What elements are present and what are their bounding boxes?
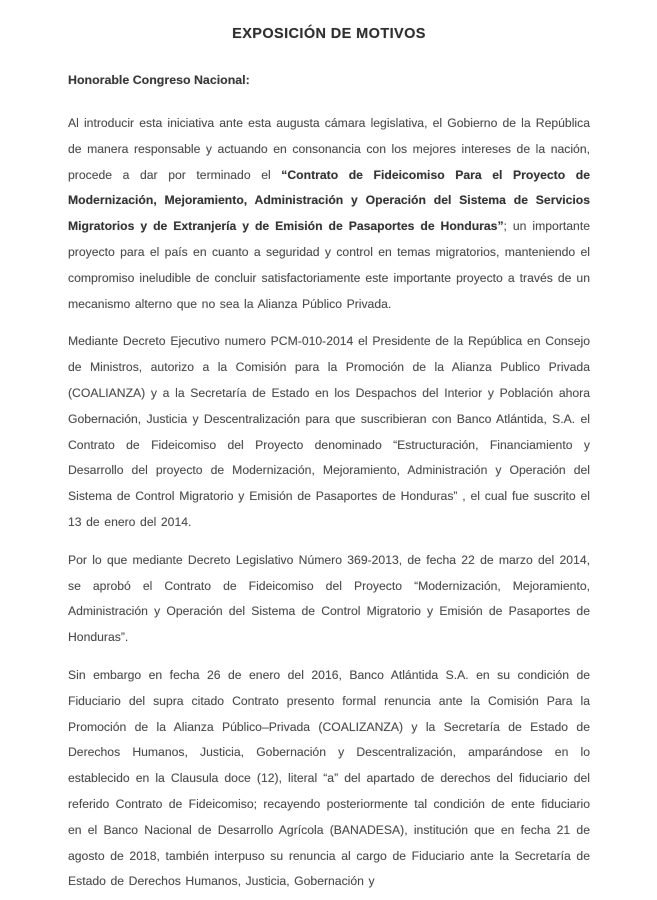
paragraph-text: Mediante Decreto Ejecutivo numero PCM-010-2014 el Presidente de la República en Consejo de Ministros, autorizo a la Comisión para la Promoción de la Alianza Publico Privada (COALIANZA) y a la Secretaría de Estado en los Despachos del Interior y Población ahora Gobernación, Justicia y Descentralización para que suscribieran con Banco Atlántida, S.A. el Contrato de Fideicomiso del Proyecto denominado “Estructuración, Financiamiento y Desarrollo del proyecto de Modernización, Mejoramiento, Administración y Operación del Sistema de Control Migratorio y Emisión de Pasaportes de Honduras” , el cual fue suscrito el 13 de enero del 2014. xyxy=(68,334,590,529)
paragraph xyxy=(68,548,590,651)
paragraph-text: ; un importante proyecto para el país en cuanto a seguridad y control en temas migratorios, manteniendo el compromiso ineludible de concluir satisfactoriamente este importante proyecto a través de un mecanismo alterno que no sea la Alianza Público Privada. xyxy=(68,219,590,311)
document-title: EXPOSICIÓN DE MOTIVOS xyxy=(232,26,426,42)
paragraph xyxy=(68,329,590,535)
paragraph-text: Por lo que mediante Decreto Legislativo Número 369-2013, de fecha 22 de marzo del 2014, se aprobó el Contrato de Fideicomiso del Proyecto “Modernización, Mejoramiento, Administración y Operación del Sistema de Control Migratorio y Emisión de Pasaportes de Honduras”. xyxy=(68,552,590,645)
document-body xyxy=(68,111,590,895)
paragraph-text: Sin embargo en fecha 26 de enero del 2016, Banco Atlántida S.A. en su condición de Fiduciario del supra citado Contrato presento formal renuncia ante la Comisión Para la Promoción de la Alianza Público–Privada (COALIZANZA) y la Secretaría de Estado de Derechos Humanos, Justicia, Gobernación y Descentralización, amparándose en lo establecido en la Clausula doce (12), literal “a” del apartado de derechos del fiduciario del referido Contrato de Fideicomiso; recayendo posteriormente tal condición de ente fiduciario en el Banco Nacional de Desarrollo Agrícola (BANADESA), institución que en fecha 21 de agosto de 2018, también interpuso su renuncia al cargo de Fiduciario ante la Secretaría de Estado de Derechos Humanos, Justicia, Gobernación y xyxy=(68,667,590,889)
paragraph xyxy=(68,111,590,317)
salutation: Honorable Congreso Nacional: xyxy=(68,73,250,87)
paragraph-text: Al introducir esta iniciativa ante esta augusta cámara legislativa, el Gobierno de la República de manera responsable y actuando en consonancia con los mejores intereses de la nación, procede a dar por terminado el xyxy=(68,116,590,182)
paragraph xyxy=(68,663,590,895)
paragraph-text-bold: “Contrato de Fideicomiso Para el Proyecto de Modernización, Mejoramiento, Administración y Operación del Sistema de Servicios Migratorios y de Extranjería y de Emisión de Pasaportes de Honduras” xyxy=(68,167,590,234)
